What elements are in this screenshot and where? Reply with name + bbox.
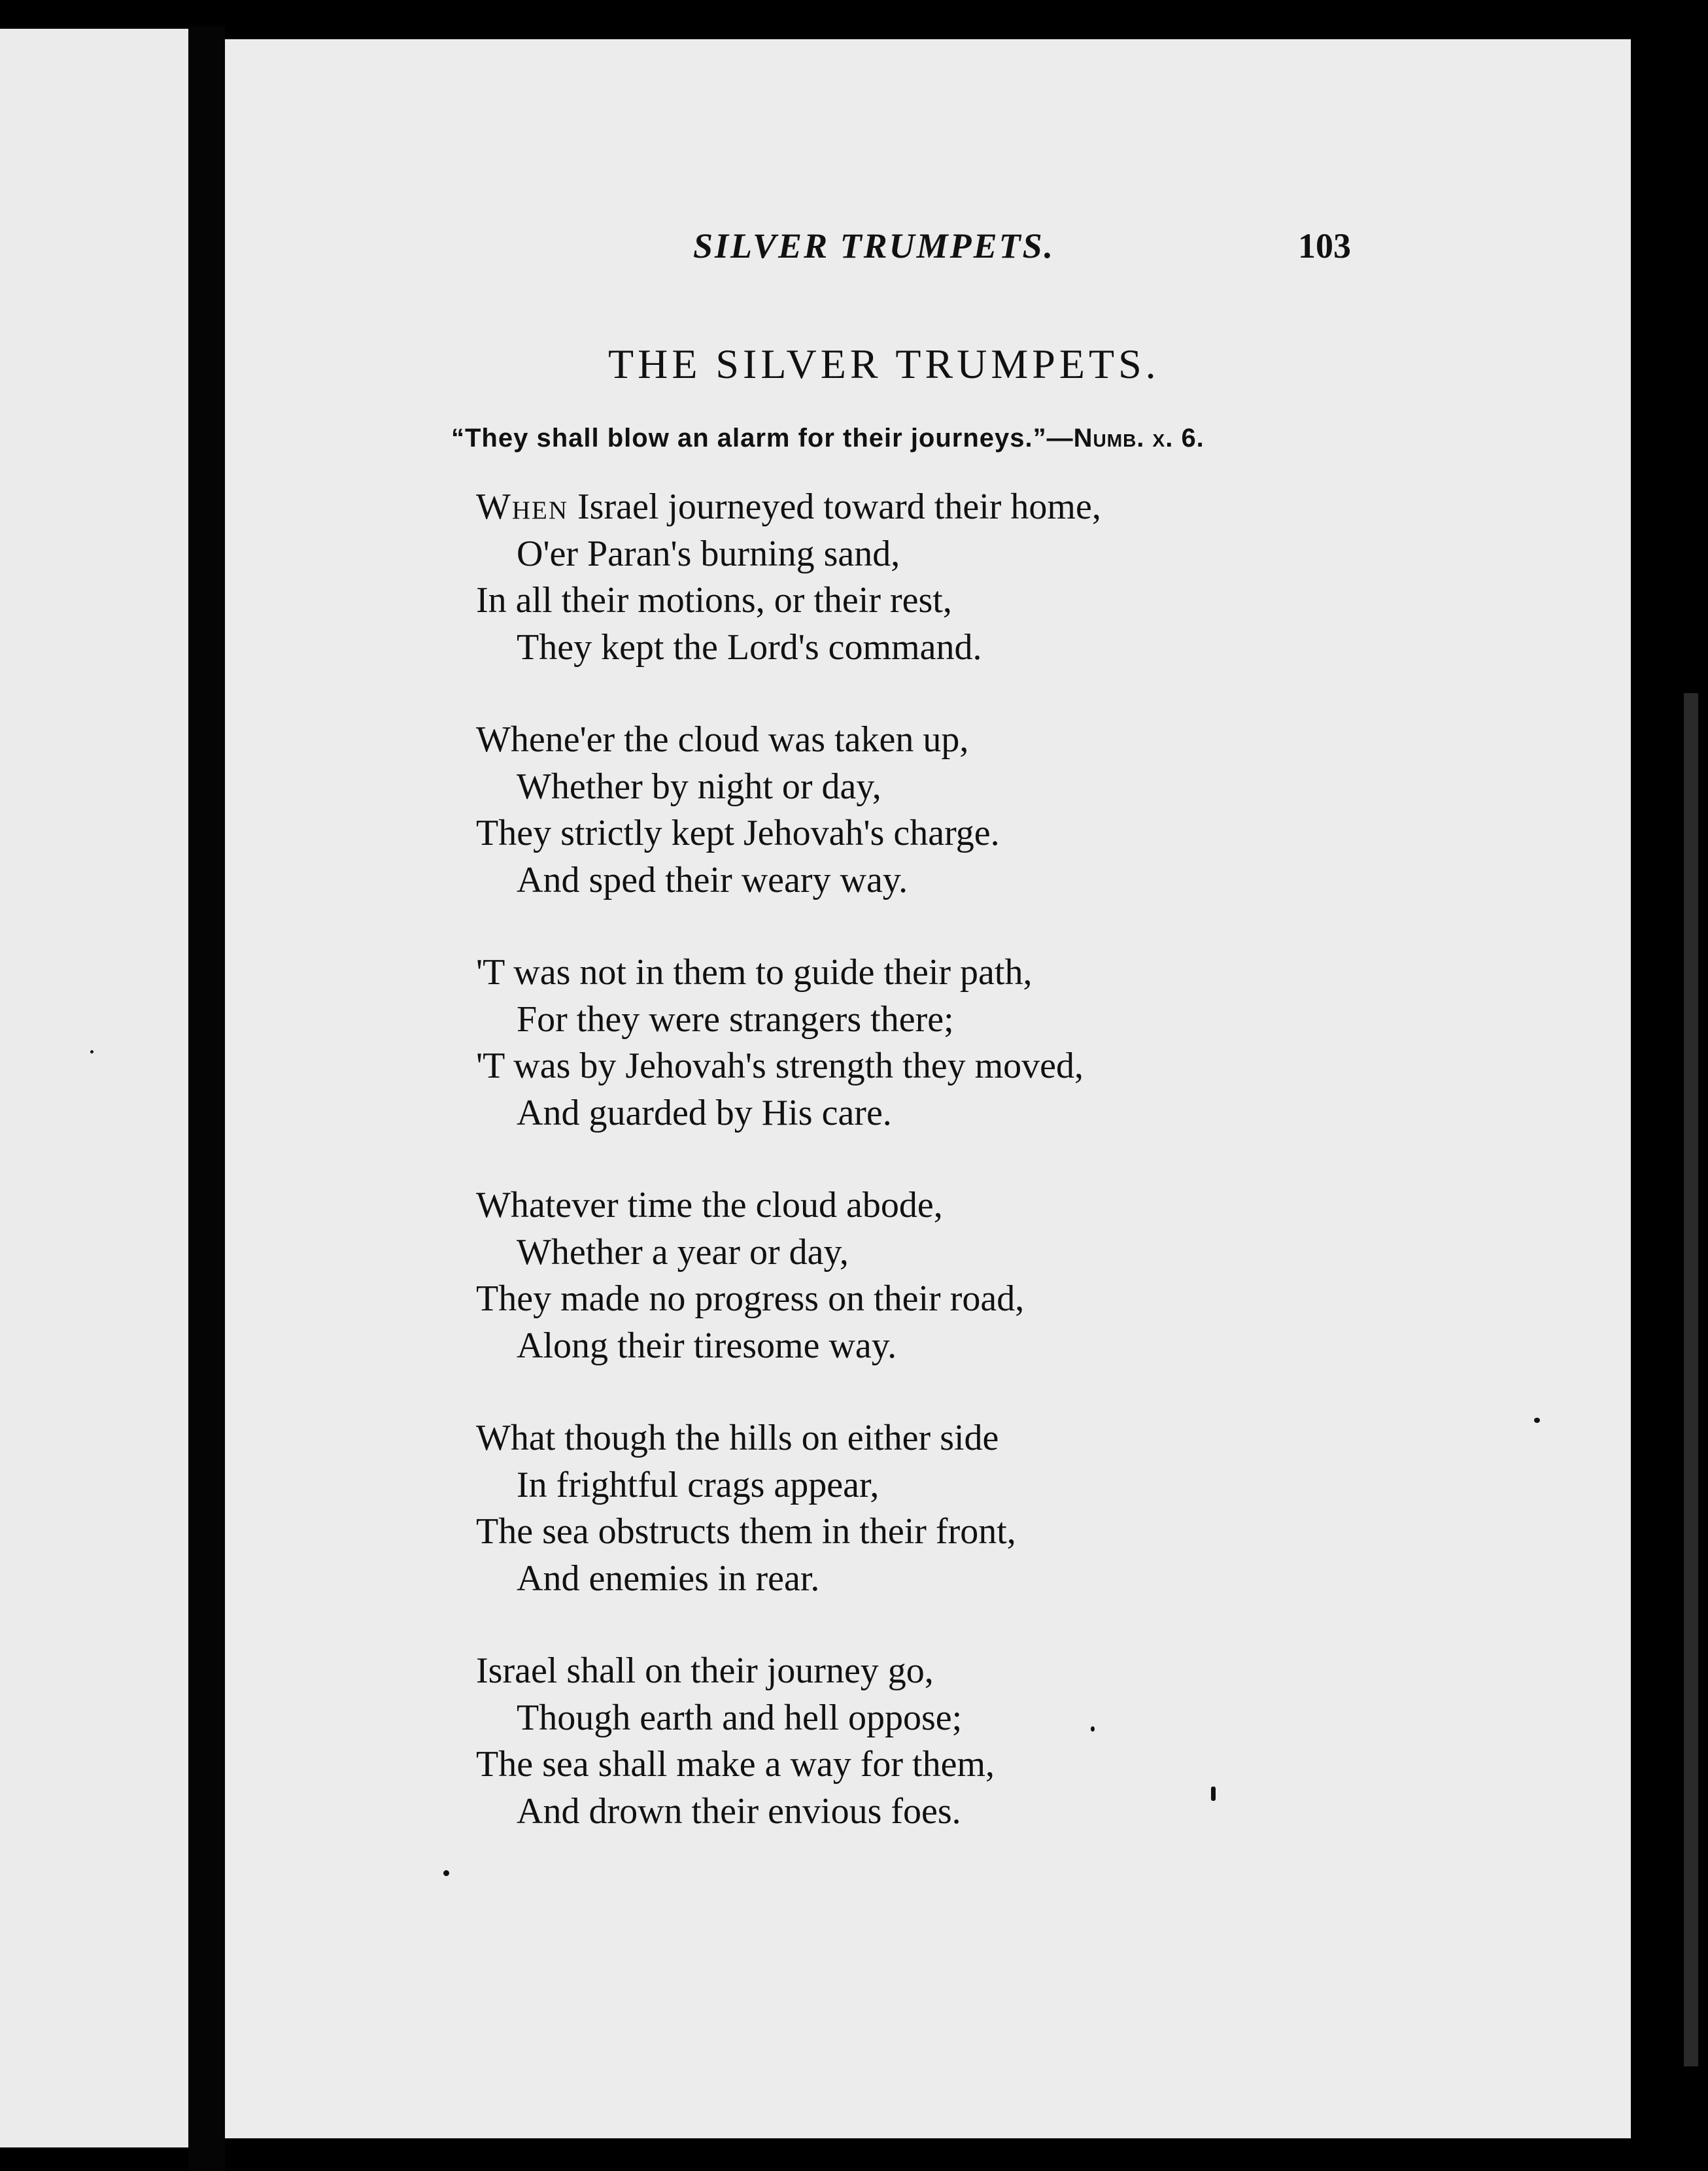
poem-line: And guarded by His care. xyxy=(517,1092,892,1133)
scan-speck xyxy=(1091,1726,1095,1732)
poem-line: What though the hills on either side xyxy=(476,1418,999,1458)
poem-title: THE SILVER TRUMPETS. xyxy=(608,341,1160,387)
poem-line: They strictly kept Jehovah's charge. xyxy=(476,813,1000,853)
poem-line: Whether by night or day, xyxy=(517,766,881,807)
poem-line: O'er Paran's burning sand, xyxy=(517,533,900,574)
epigraph-quote: “They shall blow an alarm for their journeys.”— xyxy=(451,424,1074,453)
stanza xyxy=(476,1182,1101,1369)
scan-speck xyxy=(90,1050,94,1053)
stanza xyxy=(476,717,1101,904)
stanza xyxy=(476,1415,1101,1602)
running-head: SILVER TRUMPETS. xyxy=(693,226,1055,265)
previous-page-edge xyxy=(0,29,188,2147)
scan-speck xyxy=(1211,1786,1216,1801)
poem-line: Though earth and hell oppose; xyxy=(517,1697,963,1738)
stanza xyxy=(476,484,1101,671)
poem-line: For they were strangers there; xyxy=(517,999,954,1040)
scan-speck xyxy=(1534,1418,1540,1423)
drop-word: When xyxy=(476,487,569,527)
poem-line: In all their motions, or their rest, xyxy=(476,580,952,621)
poem-line-text: Israel journeyed toward their home, xyxy=(568,487,1101,527)
poem-line: 'T was by Jehovah's strength they moved, xyxy=(476,1046,1084,1086)
poem-line: In frightful crags appear, xyxy=(517,1464,880,1505)
poem-line: Whether a year or day, xyxy=(517,1231,849,1273)
poem-line: And enemies in rear. xyxy=(517,1558,820,1599)
next-page-edge xyxy=(1684,693,1698,2066)
poem-line: Whatever time the cloud abode, xyxy=(476,1185,943,1225)
poem-line: Along their tiresome way. xyxy=(517,1325,897,1366)
poem-line: Israel shall on their journey go, xyxy=(476,1650,934,1691)
poem-line: They made no progress on their road, xyxy=(476,1278,1025,1319)
poem-line xyxy=(476,484,1101,531)
stanza xyxy=(476,1648,1101,1835)
book-gutter xyxy=(188,26,225,2171)
poem-line: 'T was not in them to guide their path, xyxy=(476,952,1033,993)
poem-body xyxy=(476,484,1101,1881)
page-number: 103 xyxy=(1298,226,1351,265)
scan-speck xyxy=(443,1870,449,1876)
epigraph-reference: Numb. x. 6. xyxy=(1073,424,1204,453)
poem-line: And drown their envious foes. xyxy=(517,1790,961,1832)
epigraph xyxy=(451,424,1204,453)
poem-line: Whene'er the cloud was taken up, xyxy=(476,719,969,760)
poem-line: The sea shall make a way for them, xyxy=(476,1744,995,1785)
poem-line: The sea obstructs them in their front, xyxy=(476,1511,1016,1552)
stanza xyxy=(476,949,1101,1137)
poem-line: And sped their weary way. xyxy=(517,859,908,900)
poem-line: They kept the Lord's command. xyxy=(517,626,982,668)
